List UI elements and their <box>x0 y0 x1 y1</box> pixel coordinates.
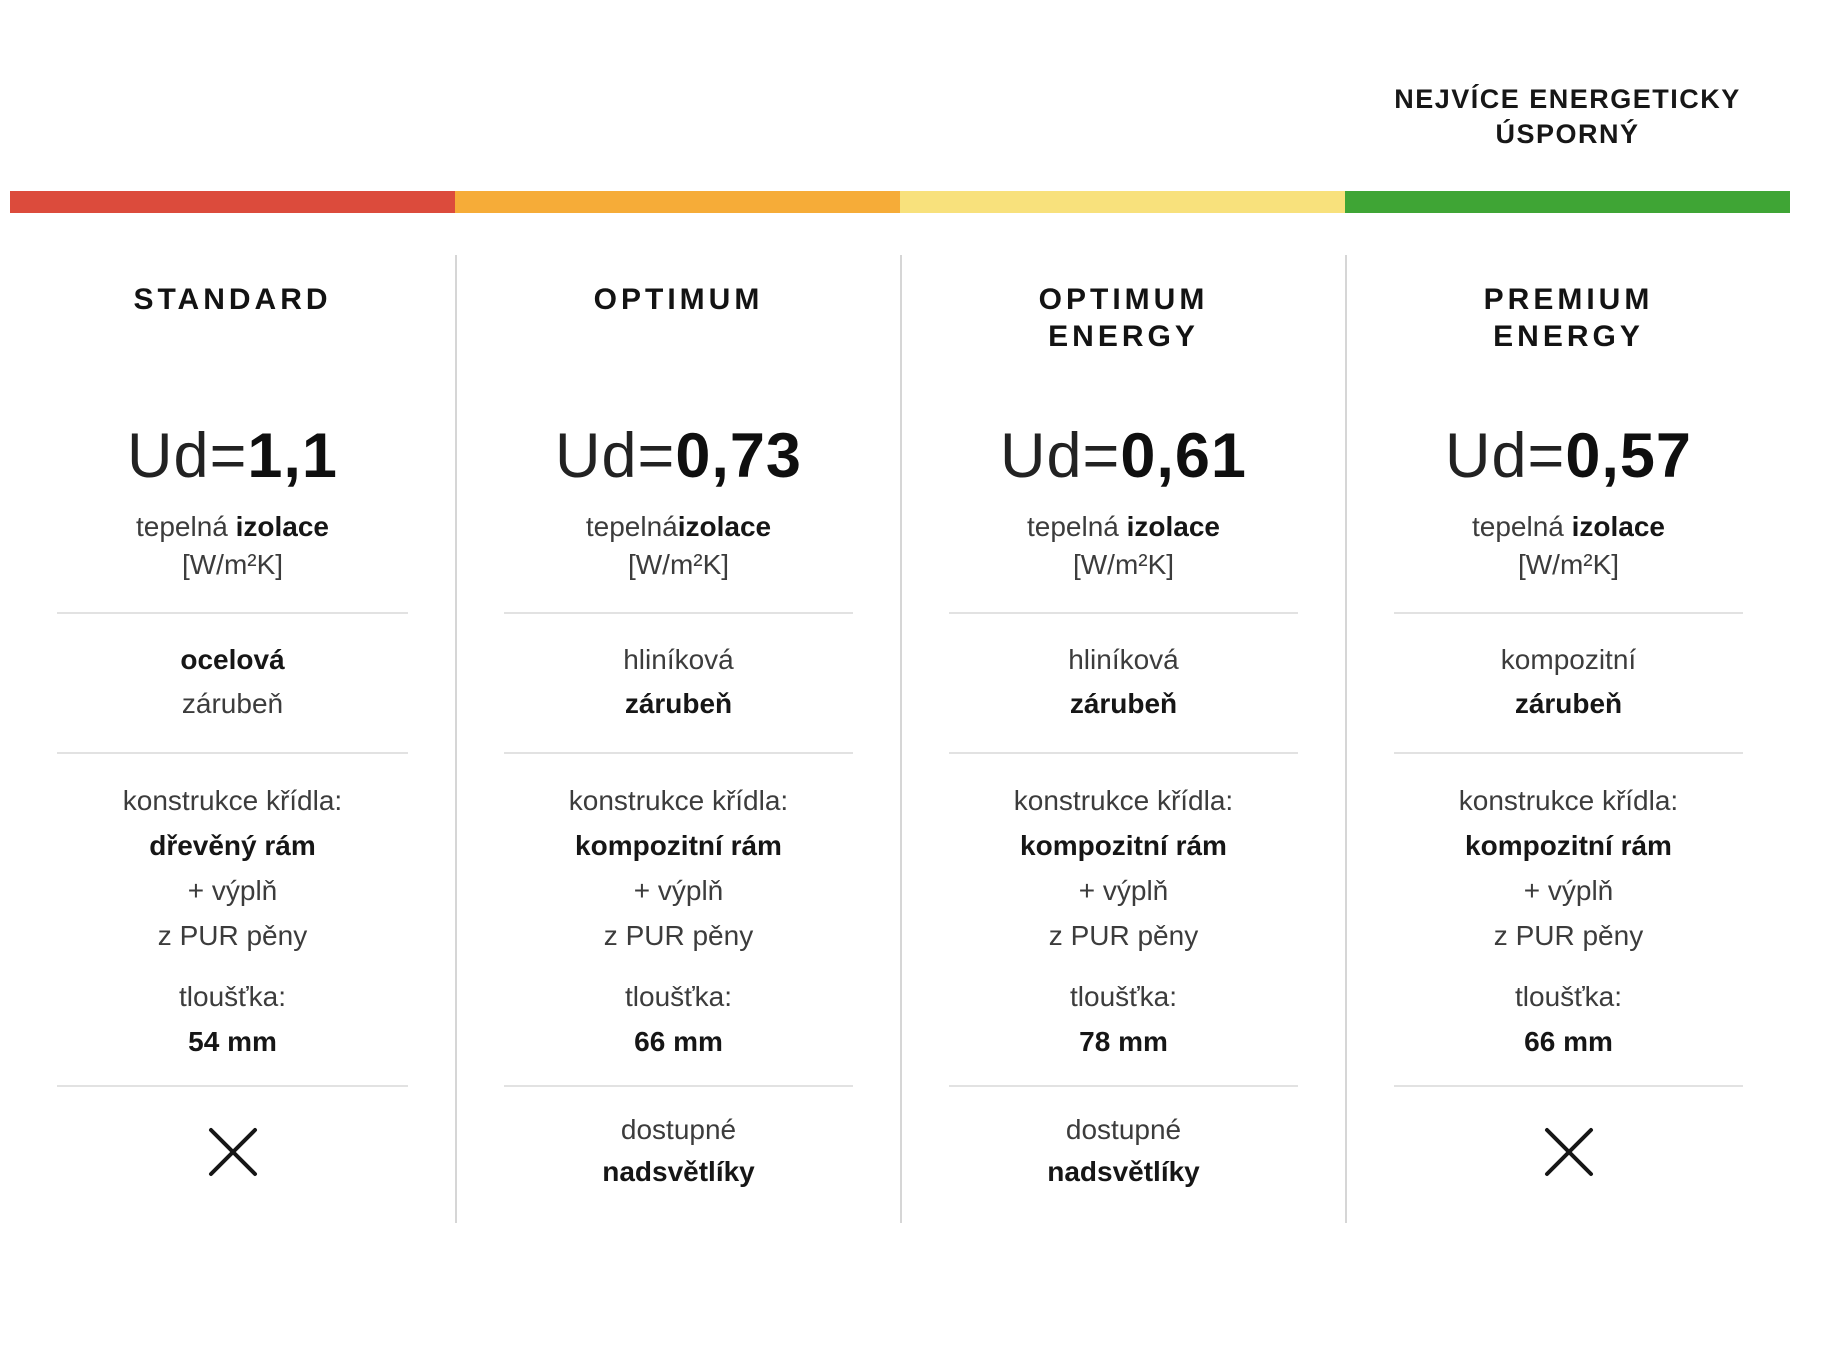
construction-label: konstrukce křídla: <box>568 785 789 816</box>
construction-label: konstrukce křídla: <box>1013 785 1234 816</box>
thickness-label: tloušťka: <box>625 981 732 1012</box>
construction-frame: kompozitní rám <box>1465 830 1672 861</box>
ud-row <box>902 405 1345 500</box>
column-title-line2: ENERGY <box>1493 320 1644 353</box>
column-title-line1: OPTIMUM <box>593 283 764 316</box>
construction-row <box>1347 754 1790 1085</box>
construction-fill: + výplň <box>187 875 278 906</box>
frame-type: zárubeň <box>181 688 284 719</box>
insulation-label: tepelná izolace <box>135 511 330 542</box>
not-available-icon <box>1347 1109 1790 1181</box>
frame-row <box>10 614 455 752</box>
column-title <box>457 255 900 405</box>
thickness-group <box>902 974 1345 1064</box>
thickness-group <box>457 974 900 1064</box>
insulation-row <box>1347 500 1790 612</box>
thickness-label: tloušťka: <box>179 981 286 1012</box>
thickness-value: 78 mm <box>1079 1026 1168 1057</box>
construction-fill-material: z PUR pěny <box>603 920 754 951</box>
construction-row <box>902 754 1345 1085</box>
transom-row <box>457 1087 900 1223</box>
ud-row <box>10 405 455 500</box>
ud-value: 0,57 <box>1565 421 1692 491</box>
frame-type: zárubeň <box>624 688 733 719</box>
insulation-row <box>10 500 455 612</box>
insulation-row <box>457 500 900 612</box>
most-energy-efficient-label <box>1345 82 1790 152</box>
insulation-label: tepelná izolace <box>1026 511 1221 542</box>
scale-segment-optimum <box>455 191 900 213</box>
ud-value-line <box>555 421 802 491</box>
frame-material: ocelová <box>180 644 285 675</box>
ud-prefix: Ud= <box>127 421 248 491</box>
thickness-value: 66 mm <box>1524 1026 1613 1057</box>
transom-row <box>902 1087 1345 1223</box>
construction-fill: + výplň <box>1078 875 1169 906</box>
construction-label: konstrukce křídla: <box>1458 785 1679 816</box>
insulation-unit: [W/m²K] <box>1517 549 1620 580</box>
insulation-label: tepelná izolace <box>1471 511 1666 542</box>
comparison-columns <box>10 255 1790 1223</box>
column-title <box>902 255 1345 405</box>
thickness-group <box>10 974 455 1064</box>
transom-availability: dostupné <box>1065 1114 1182 1145</box>
column-title-line1: PREMIUM <box>1483 283 1654 316</box>
ud-prefix: Ud= <box>1000 421 1121 491</box>
construction-fill-material: z PUR pěny <box>1048 920 1199 951</box>
construction-frame: kompozitní rám <box>1020 830 1227 861</box>
scale-segment-optimum-energy <box>900 191 1345 213</box>
frame-material: hliníková <box>1068 644 1179 675</box>
efficiency-scale-bar <box>10 191 1790 213</box>
transom-availability: dostupné <box>620 1114 737 1145</box>
transom-type: nadsvětlíky <box>1047 1156 1200 1187</box>
construction-fill: + výplň <box>633 875 724 906</box>
ud-row <box>457 405 900 500</box>
column-optimum-energy <box>900 255 1345 1223</box>
transom-row <box>1347 1087 1790 1223</box>
insulation-unit: [W/m²K] <box>627 549 730 580</box>
column-title-line2: ENERGY <box>1048 320 1199 353</box>
ud-prefix: Ud= <box>555 421 676 491</box>
ud-row <box>1347 405 1790 500</box>
scale-segment-standard <box>10 191 455 213</box>
insulation-unit: [W/m²K] <box>181 549 284 580</box>
ud-value-line <box>1000 421 1247 491</box>
frame-type: zárubeň <box>1514 688 1623 719</box>
frame-material: kompozitní <box>1500 644 1637 675</box>
column-optimum <box>455 255 900 1223</box>
insulation-label: tepelnáizolace <box>585 511 772 542</box>
frame-material: hliníková <box>623 644 734 675</box>
top-label-line2: ÚSPORNÝ <box>1495 119 1640 149</box>
insulation-unit: [W/m²K] <box>1072 549 1175 580</box>
ud-prefix: Ud= <box>1445 421 1566 491</box>
transom-row <box>10 1087 455 1223</box>
insulation-row <box>902 500 1345 612</box>
construction-frame: dřevěný rám <box>149 830 316 861</box>
construction-fill-material: z PUR pěny <box>157 920 308 951</box>
construction-row <box>457 754 900 1085</box>
ud-value-line <box>1445 421 1692 491</box>
ud-value-line <box>127 421 338 491</box>
ud-value: 0,61 <box>1120 421 1247 491</box>
column-standard <box>10 255 455 1223</box>
column-title-line1: STANDARD <box>133 283 332 316</box>
thickness-value: 66 mm <box>634 1026 723 1057</box>
column-title <box>1347 255 1790 405</box>
frame-row <box>457 614 900 752</box>
thickness-label: tloušťka: <box>1515 981 1622 1012</box>
top-label-line1: NEJVÍCE ENERGETICKY <box>1394 84 1741 114</box>
scale-segment-premium-energy <box>1345 191 1790 213</box>
column-title <box>10 255 455 405</box>
construction-fill: + výplň <box>1523 875 1614 906</box>
frame-row <box>902 614 1345 752</box>
construction-label: konstrukce křídla: <box>122 785 343 816</box>
thickness-group <box>1347 974 1790 1064</box>
construction-fill-material: z PUR pěny <box>1493 920 1644 951</box>
thickness-value: 54 mm <box>188 1026 277 1057</box>
thickness-label: tloušťka: <box>1070 981 1177 1012</box>
ud-value: 0,73 <box>675 421 802 491</box>
construction-frame: kompozitní rám <box>575 830 782 861</box>
frame-type: zárubeň <box>1069 688 1178 719</box>
not-available-icon <box>10 1109 455 1181</box>
frame-row <box>1347 614 1790 752</box>
column-title-line1: OPTIMUM <box>1038 283 1209 316</box>
transom-type: nadsvětlíky <box>602 1156 755 1187</box>
construction-row <box>10 754 455 1085</box>
ud-value: 1,1 <box>247 421 338 491</box>
column-premium-energy <box>1345 255 1790 1223</box>
energy-comparison-page <box>10 0 1790 1371</box>
